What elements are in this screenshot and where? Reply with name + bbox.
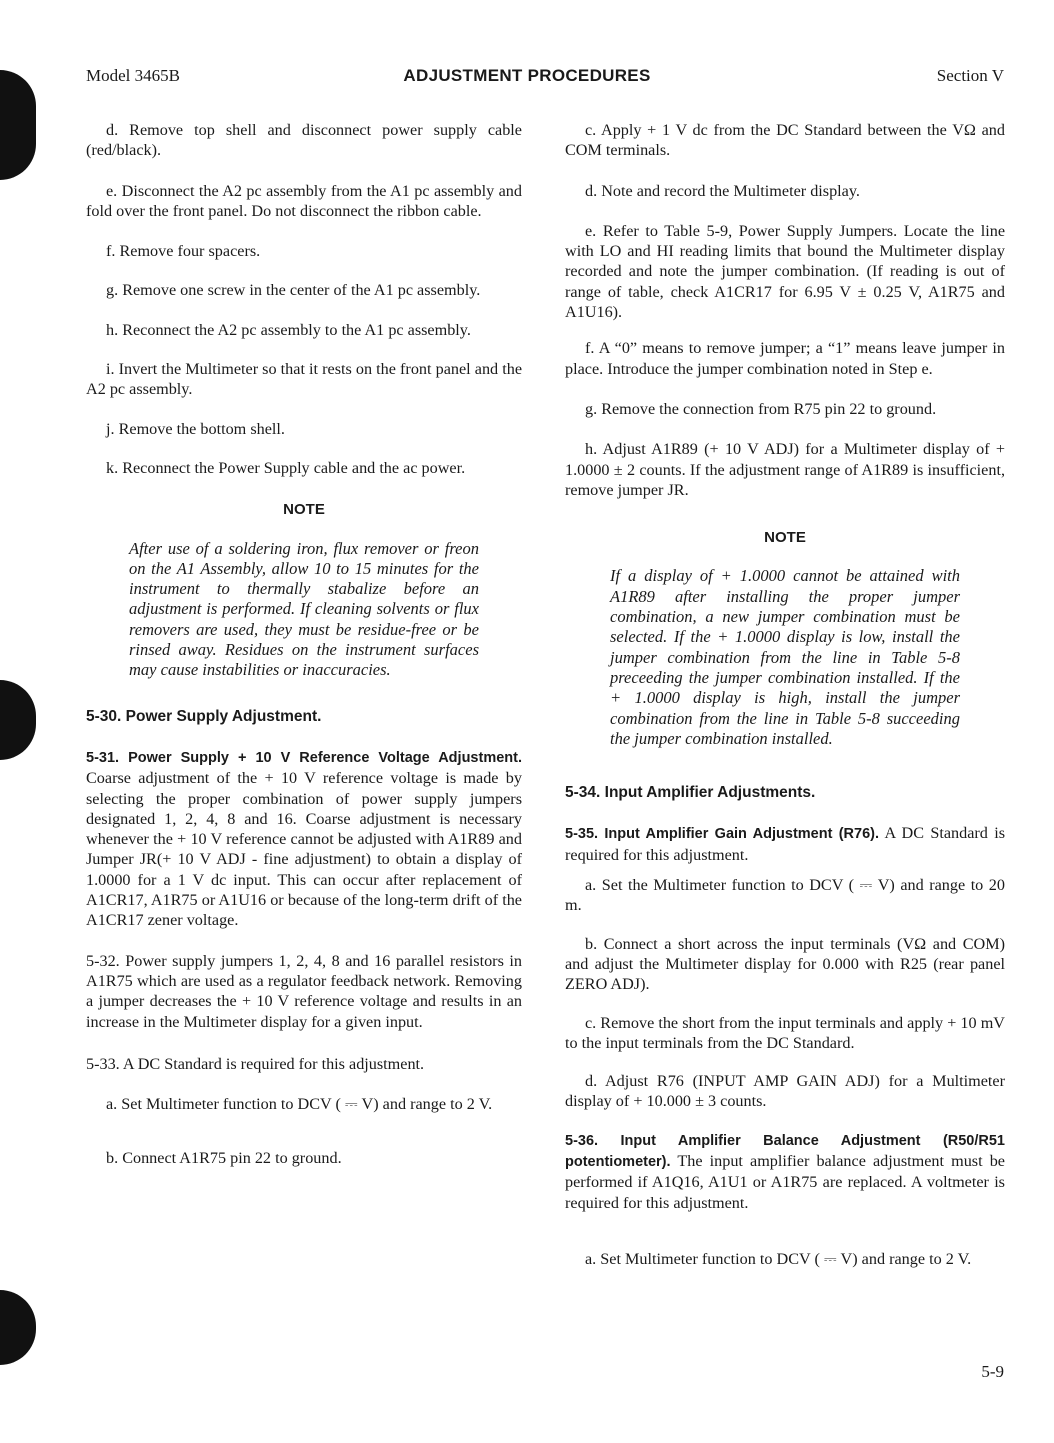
left-column [86, 118, 522, 1169]
step-5-33-a: a. Set Multimeter function to DCV ( ⎓ V) and range to 2 V. [106, 1095, 493, 1114]
step-5-33-b: b. Connect A1R75 pin 22 to ground. [106, 1149, 342, 1168]
step-d: d. Remove top shell and disconnect power supply cable (red/black). [86, 121, 522, 160]
paragraph-5-35 [565, 823, 1005, 865]
step-5-36-a: a. Set Multimeter function to DCV ( ⎓ V) and range to 2 V. [585, 1249, 972, 1268]
binder-hole [0, 680, 36, 760]
paragraph-body-5-36: The input amplifier balance adjustment must be performed if A1Q16, A1U1 or A1R75 are replaced. A voltmeter is required for this adjustment. [565, 1151, 1005, 1212]
step-5-35-d: d. Adjust R76 (INPUT AMP GAIN ADJ) for a Multimeter display of + 10.000 ± 3 counts. [565, 1072, 1005, 1111]
paragraph-heading-5-36: 5-36. Input Amplifier Balance Adjustment (R50/R51 potentiometer). [565, 1132, 1005, 1170]
note-title: NOTE [283, 501, 325, 519]
binder-hole [0, 1290, 36, 1365]
paragraph-5-36 [565, 1130, 1005, 1213]
step-j: j. Remove the bottom shell. [106, 419, 285, 438]
note-title: NOTE [764, 529, 806, 547]
step-e: e. Refer to Table 5-9, Power Supply Jumpers. Locate the line with LO and HI reading limits that bound the Multimeter display recorded and note the jumper combination. (If reading is out of range of table, check A1CR17 for 6.95 V ± 0.25 V, A1R75 and A1U16). [565, 221, 1005, 322]
step-h: h. Reconnect the A2 pc assembly to the A1 pc assembly. [106, 320, 471, 339]
header-section: Section V [936, 66, 1004, 85]
step-5-35-b: b. Connect a short across the input terminals (VΩ and COM) and adjust the Multimeter display for 0.000 with R25 (rear panel ZERO ADJ). [565, 934, 1005, 994]
step-h: h. Adjust A1R89 (+ 10 V ADJ) for a Multimeter display of + 1.0000 ± 2 counts. If the adjustment range of A1R89 is insufficient, remove jumper JR. [565, 440, 1005, 499]
step-i: i. Invert the Multimeter so that it rests on the front panel and the A2 pc assembly. [86, 360, 522, 399]
right-column [565, 118, 1005, 1269]
section-heading-5-30: 5-30. Power Supply Adjustment. [86, 707, 322, 725]
paragraph-body-5-35: A DC Standard is required for this adjustment. [565, 824, 1006, 864]
step-5-35-a: a. Set the Multimeter function to DCV ( ⎓ V) and range to 20 m. [565, 876, 1005, 915]
step-g: g. Remove one screw in the center of the A1 pc assembly. [106, 281, 481, 300]
paragraph-heading-5-35: 5-35. Input Amplifier Gain Adjustment (R76). [565, 826, 879, 843]
note-body: After use of a soldering iron, flux remover or freon on the A1 Assembly, allow 10 to 15 minutes for the instrument to thermally stabalize before an adjustment is performed. If cleaning solvents or flux removers are used, they must be residue-free or be rinsed away. Residues on the instrument surfaces may cause instabilities or inaccuracies. [129, 538, 479, 680]
binder-hole [0, 70, 36, 180]
paragraph-5-32: 5-32. Power supply jumpers 1, 2, 4, 8 and 16 parallel resistors in A1R75 which are used as a regulator feedback network. Removing a jumper decreases the + 10 V reference voltage and results in an increase in the Multimeter display for a given input. [86, 951, 522, 1031]
paragraph-body-5-31: Coarse adjustment of the + 10 V reference voltage is made by selecting the proper combination of power supply jumpers designated 1, 2, 4, 8 and 16. Coarse adjustment is necessary whenever the + 10 V reference cannot be adjusted with A1R89 and Jumper JR(+ 10 V ADJ - fine adjustment) to obtain a display of 1.0000 for a 1 V dc input. This can occur after replacement of A1CR17, A1R75 or A1U16 or because of the long-term drift of the A1CR17 zener voltage. [86, 769, 522, 930]
step-f: f. Remove four spacers. [106, 242, 261, 261]
paragraph-heading-5-31: 5-31. Power Supply + 10 V Reference Voltage Adjustment. [86, 749, 522, 766]
note-body: If a display of + 1.0000 cannot be attained with A1R89 after installing the proper jumper combination, a new jumper combination must be selected. If the + 1.0000 display is low, install the jumper combination from the line in Table 5-8 preceeding the jumper combination installed. If the + 1.0000 display is high, install the jumper combination from the line in Table 5-8 succeeding the jumper combination installed. [610, 566, 960, 748]
section-heading-5-34: 5-34. Input Amplifier Adjustments. [565, 784, 816, 802]
step-e: e. Disconnect the A2 pc assembly from the A1 pc assembly and fold over the front panel. Do not disconnect the ribbon cable. [86, 181, 522, 220]
header-model: Model 3465B [86, 66, 180, 85]
paragraph-5-33: 5-33. A DC Standard is required for this adjustment. [86, 1054, 425, 1073]
step-c: c. Apply + 1 V dc from the DC Standard between the VΩ and COM terminals. [565, 121, 1005, 160]
step-f: f. A “0” means to remove jumper; a “1” means leave jumper in place. Introduce the jumper combination noted in Step e. [565, 339, 1005, 378]
page-number: 5-9 [981, 1362, 1004, 1381]
step-d: d. Note and record the Multimeter display. [585, 181, 860, 200]
step-k: k. Reconnect the Power Supply cable and the ac power. [106, 458, 466, 477]
header-title: ADJUSTMENT PROCEDURES [403, 66, 651, 85]
step-g: g. Remove the connection from R75 pin 22 to ground. [585, 399, 937, 418]
paragraph-5-31 [86, 747, 522, 931]
step-5-35-c: c. Remove the short from the input terminals and apply + 10 mV to the input terminals from the DC Standard. [565, 1013, 1005, 1052]
